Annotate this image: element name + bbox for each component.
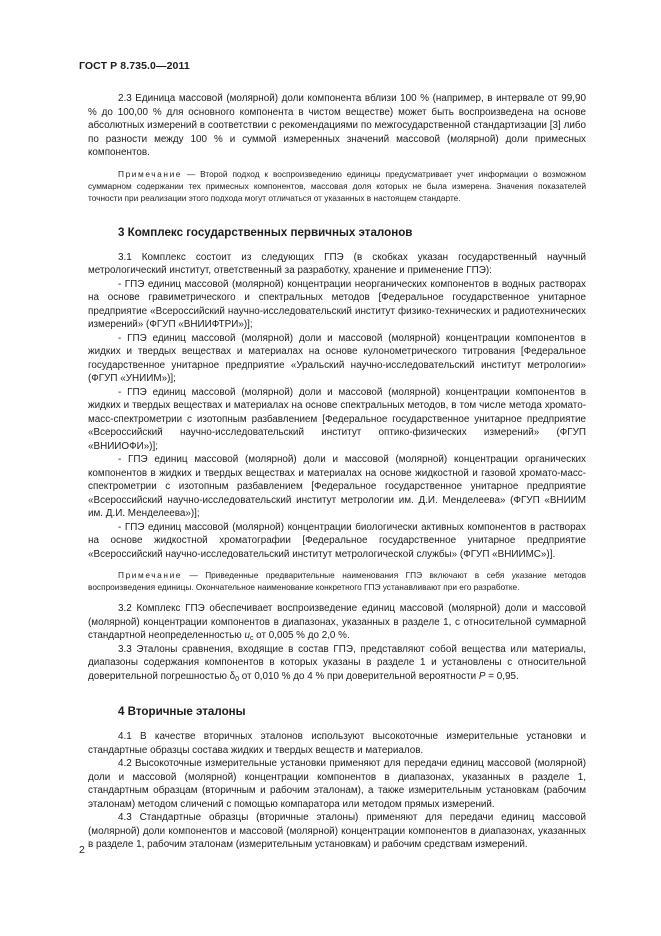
section-4-heading: 4 Вторичные эталоны xyxy=(118,705,246,718)
page-number: 2 xyxy=(79,844,85,856)
note-2 xyxy=(88,569,586,593)
section-3-heading: 3 Комплекс государственных первичных эталонов xyxy=(118,225,413,239)
list-item: - ГПЭ единиц массовой (молярной) концентрации неорганических компонентов в водных растворах на основе гравиметрического и спектральных методов [Федеральное государственное унитарное предприятие «Всероссийский научно-исследовательский институт физико-технических и радиотехнических измерений» (ФГУП «ВНИИФТРИ»)]; xyxy=(88,278,586,330)
paragraph-3-1: 3.1 Комплекс состоит из следующих ГПЭ (в скобках указан государственный научный метрологический институт, ответственный за разработку, хранение и применение ГПЭ): xyxy=(88,251,586,276)
note-label: Примечание xyxy=(118,168,183,179)
paragraph-4-2: 4.2 Высокоточные измерительные установки применяют для передачи единиц массовой (молярной) доли и массовой (молярной) концентрации компонентов в диапазонах, указанных в разделе 1, стандартным образцам (вторичным и рабочим эталонам), а также измерительным установкам (рабочим эталонам) методом сличений с помощью компаратора или методом прямых измерений. xyxy=(88,758,586,810)
page-content xyxy=(88,92,586,852)
document-header: ГОСТ Р 8.735.0—2011 xyxy=(79,60,190,72)
note-1 xyxy=(88,168,586,204)
paragraph-4-1: 4.1 В качестве вторичных эталонов используют высокоточные измерительные установки и стандартные образцы состава жидких и твердых веществ и материалов. xyxy=(88,731,586,756)
list-item: - ГПЭ единиц массовой (молярной) концентрации биологически активных компонентов в растворах на основе жидкостной хроматографии [Федеральное государственное унитарное предприятие «Всероссийский научно-исследовательский институт метрологической службы» (ФГУП «ВНИИМС»)]. xyxy=(88,521,586,560)
note-label: Примечание xyxy=(118,570,183,580)
list-item: - ГПЭ единиц массовой (молярной) доли и массовой (молярной) концентрации компонентов в жидких и твердых веществах и материалах на основе спектральных методов, в том числе метода хромато-масс-спектрометрии с изотопным разбавлением [Федеральное государственное унитарное предприятие «Всероссийский научно-исследовательский институт оптико-физических измерений» (ФГУП «ВНИИОФИ»)]; xyxy=(88,386,586,452)
list-item: - ГПЭ единиц массовой (молярной) доли и массовой (молярной) концентрации компонентов в жидких и твердых веществах и материалах на основе кулонометрического титрования [Федеральное государственное унитарное предприятие «Уральский научно-исследовательский институт метрологии» (ФГУП «УНИИМ»)]; xyxy=(88,332,586,384)
note-text: — Второй подход к воспроизведению единицы предусматривает учет информации о возможном суммарном содержании тех примесных компонентов, массовая доля которых не была измерена. Значения показателей точности при реализации этого подхода могут отличаться от указанных в настоящем стандарте. xyxy=(88,168,586,203)
paragraph-2-3: 2.3 Единица массовой (молярной) доли компонента вблизи 100 % (например, в интервале от 99,90 % до 100,00 % для основного компонента в чистом веществе) может быть воспроизведена на основе абсолютных измерений в соответствии с рекомендациями по межгосударственной стандартизации [3] либо по разности между 100 % и суммой измеренных значений массовой (молярной) доли примесных компонентов. xyxy=(88,93,586,158)
paragraph-3-2: 3.2 Комплекс ГПЭ обеспечивает воспроизведение единиц массовой (молярной) доли и массовой (молярной) концентрации компонентов в диапазонах, указанных в разделе 1, с относительной суммарной стандартной неопределенностью $u_c$ от 0,005 % до 2,0 %. xyxy=(88,603,586,642)
note-text: — Приведенные предварительные наименования ГПЭ включают в себя указание методов воспроизведения единицы. Окончательное наименование конкретного ГПЭ устанавливают при его разработке. xyxy=(88,570,586,592)
list-item: - ГПЭ единиц массовой (молярной) доли и массовой (молярной) концентрации органических компонентов в жидких и твердых веществах и материалах на основе жидкостной и газовой хромато-масс-спектрометрии с изотопным разбавлением [Федеральное государственное унитарное предприятие «Всероссийский научно-исследовательский институт метрологии им. Д.И. Менделеева» (ФГУП «ВНИИМ им. Д.И. Менделеева»)]; xyxy=(88,454,586,519)
paragraph-3-3: 3.3 Эталоны сравнения, входящие в состав ГПЭ, представляют собой вещества или материалы, диапазоны содержания компонентов в которых указаны в разделе 1 и установлены с относительной доверительной погрешностью $\delta_0$ от 0,010 % до 4 % при доверительной вероятности P = 0,95. xyxy=(88,643,586,683)
paragraph-4-3: 4.3 Стандартные образцы (вторичные эталоны) применяют для передачи единиц массовой (молярной) доли компонентов и массовой (молярной) концентрации компонентов в диапазонах, указанных в разделе 1, рабочим эталонам (измерительным установкам) и рабочим средствам измерений. xyxy=(88,812,586,850)
